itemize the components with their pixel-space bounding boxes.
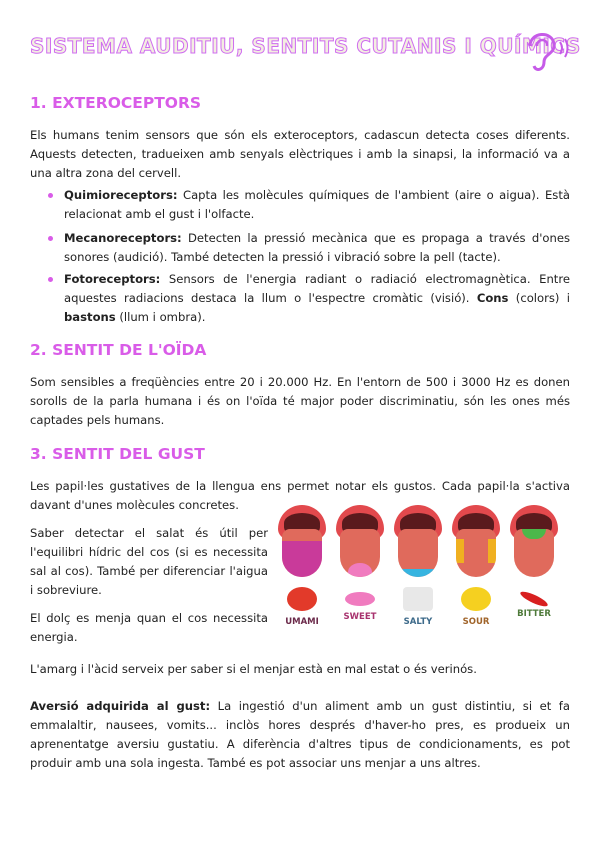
taste-map-illustration <box>278 505 578 635</box>
ear-icon <box>522 26 572 76</box>
chili-icon <box>519 589 550 609</box>
section-heading-oida: 2. SENTIT DE L'OÏDA <box>30 341 207 359</box>
gust-paragraph-3: El dolç es menja quan el cos necessita energia. <box>30 611 268 644</box>
gust-paragraph-1: Les papil·les gustatives de la llengua ens permet notar els gustos. Cada papil·la s'activa davant d'unes molècules concretes. <box>30 479 570 512</box>
candy-icon <box>345 592 375 606</box>
section-heading-exteroceptors: 1. EXTEROCEPTORS <box>30 94 202 112</box>
oida-text: Som sensibles a freqüències entre 20 i 20.000 Hz. En l'entorn de 500 i 3000 Hz es donen sorolls de la parla humana i és on l'oïda té major poder discriminatiu, són les ones més captades pels humans. <box>30 375 570 427</box>
taste-sour: SOUR <box>452 505 500 627</box>
tomato-icon <box>287 587 317 611</box>
salt-icon <box>403 587 433 611</box>
taste-bitter: BITTER <box>510 505 558 619</box>
exteroceptors-intro: Els humans tenim sensors que són els exteroceptors, cadascun detecta coses diferents. Aquests detecten, tradueixen amb senyals elèctriques i amb la sinapsi, la informació va a una altra zona del cervell. <box>30 128 570 180</box>
list-item-fotoreceptors: Fotoreceptors: Sensors de l'energia radiant o radiació electromagnètica. Entre aquestes radiacions destaca la llum o l'espectre cromàtic (visió). Cons (colors) i bastons (llum i ombra). <box>64 270 570 327</box>
list-item-mecanoreceptors: Mecanoreceptors: Detecten la pressió mecànica que es propaga a través d'ones sonores (audició). També detecten la pressió i vibració sobre la pell (tacte). <box>64 229 570 267</box>
gust-paragraph-4: L'amarg i l'àcid serveix per saber si el menjar està en mal estat o és verinós. <box>30 662 477 676</box>
taste-sweet: SWEET <box>336 505 384 622</box>
list-item-quimioreceptors: Quimioreceptors: Capta les molècules químiques de l'ambient (aire o aigua). Està relacionat amb el gust i l'olfacte. <box>64 186 570 224</box>
taste-salty: SALTY <box>394 505 442 627</box>
gust-paragraph-2: Saber detectar el salat és útil per l'equilibri hídric del cos (si es necessita sal al cos). També per diferenciar l'aigua i sobreviure. <box>30 526 268 597</box>
taste-umami: UMAMI <box>278 505 326 627</box>
page-title: SISTEMA AUDITIU, SENTITS CUTANIS I QUÍMICS <box>30 34 581 58</box>
lemon-icon <box>461 587 491 611</box>
section-heading-gust: 3. SENTIT DEL GUST <box>30 445 205 463</box>
aversio-paragraph: Aversió adquirida al gust: La ingestió d'un aliment amb un gust distintiu, si et fa emmalaltir, nausees, vomits... inclòs hores després d'haver-ho pres, es produeix un aprenentatge aversiu gustatiu. A diferència d'altres tipus de condicionaments, es pot produir amb una sola ingesta. També es pot associar uns menjar a uns altres. <box>30 699 570 770</box>
